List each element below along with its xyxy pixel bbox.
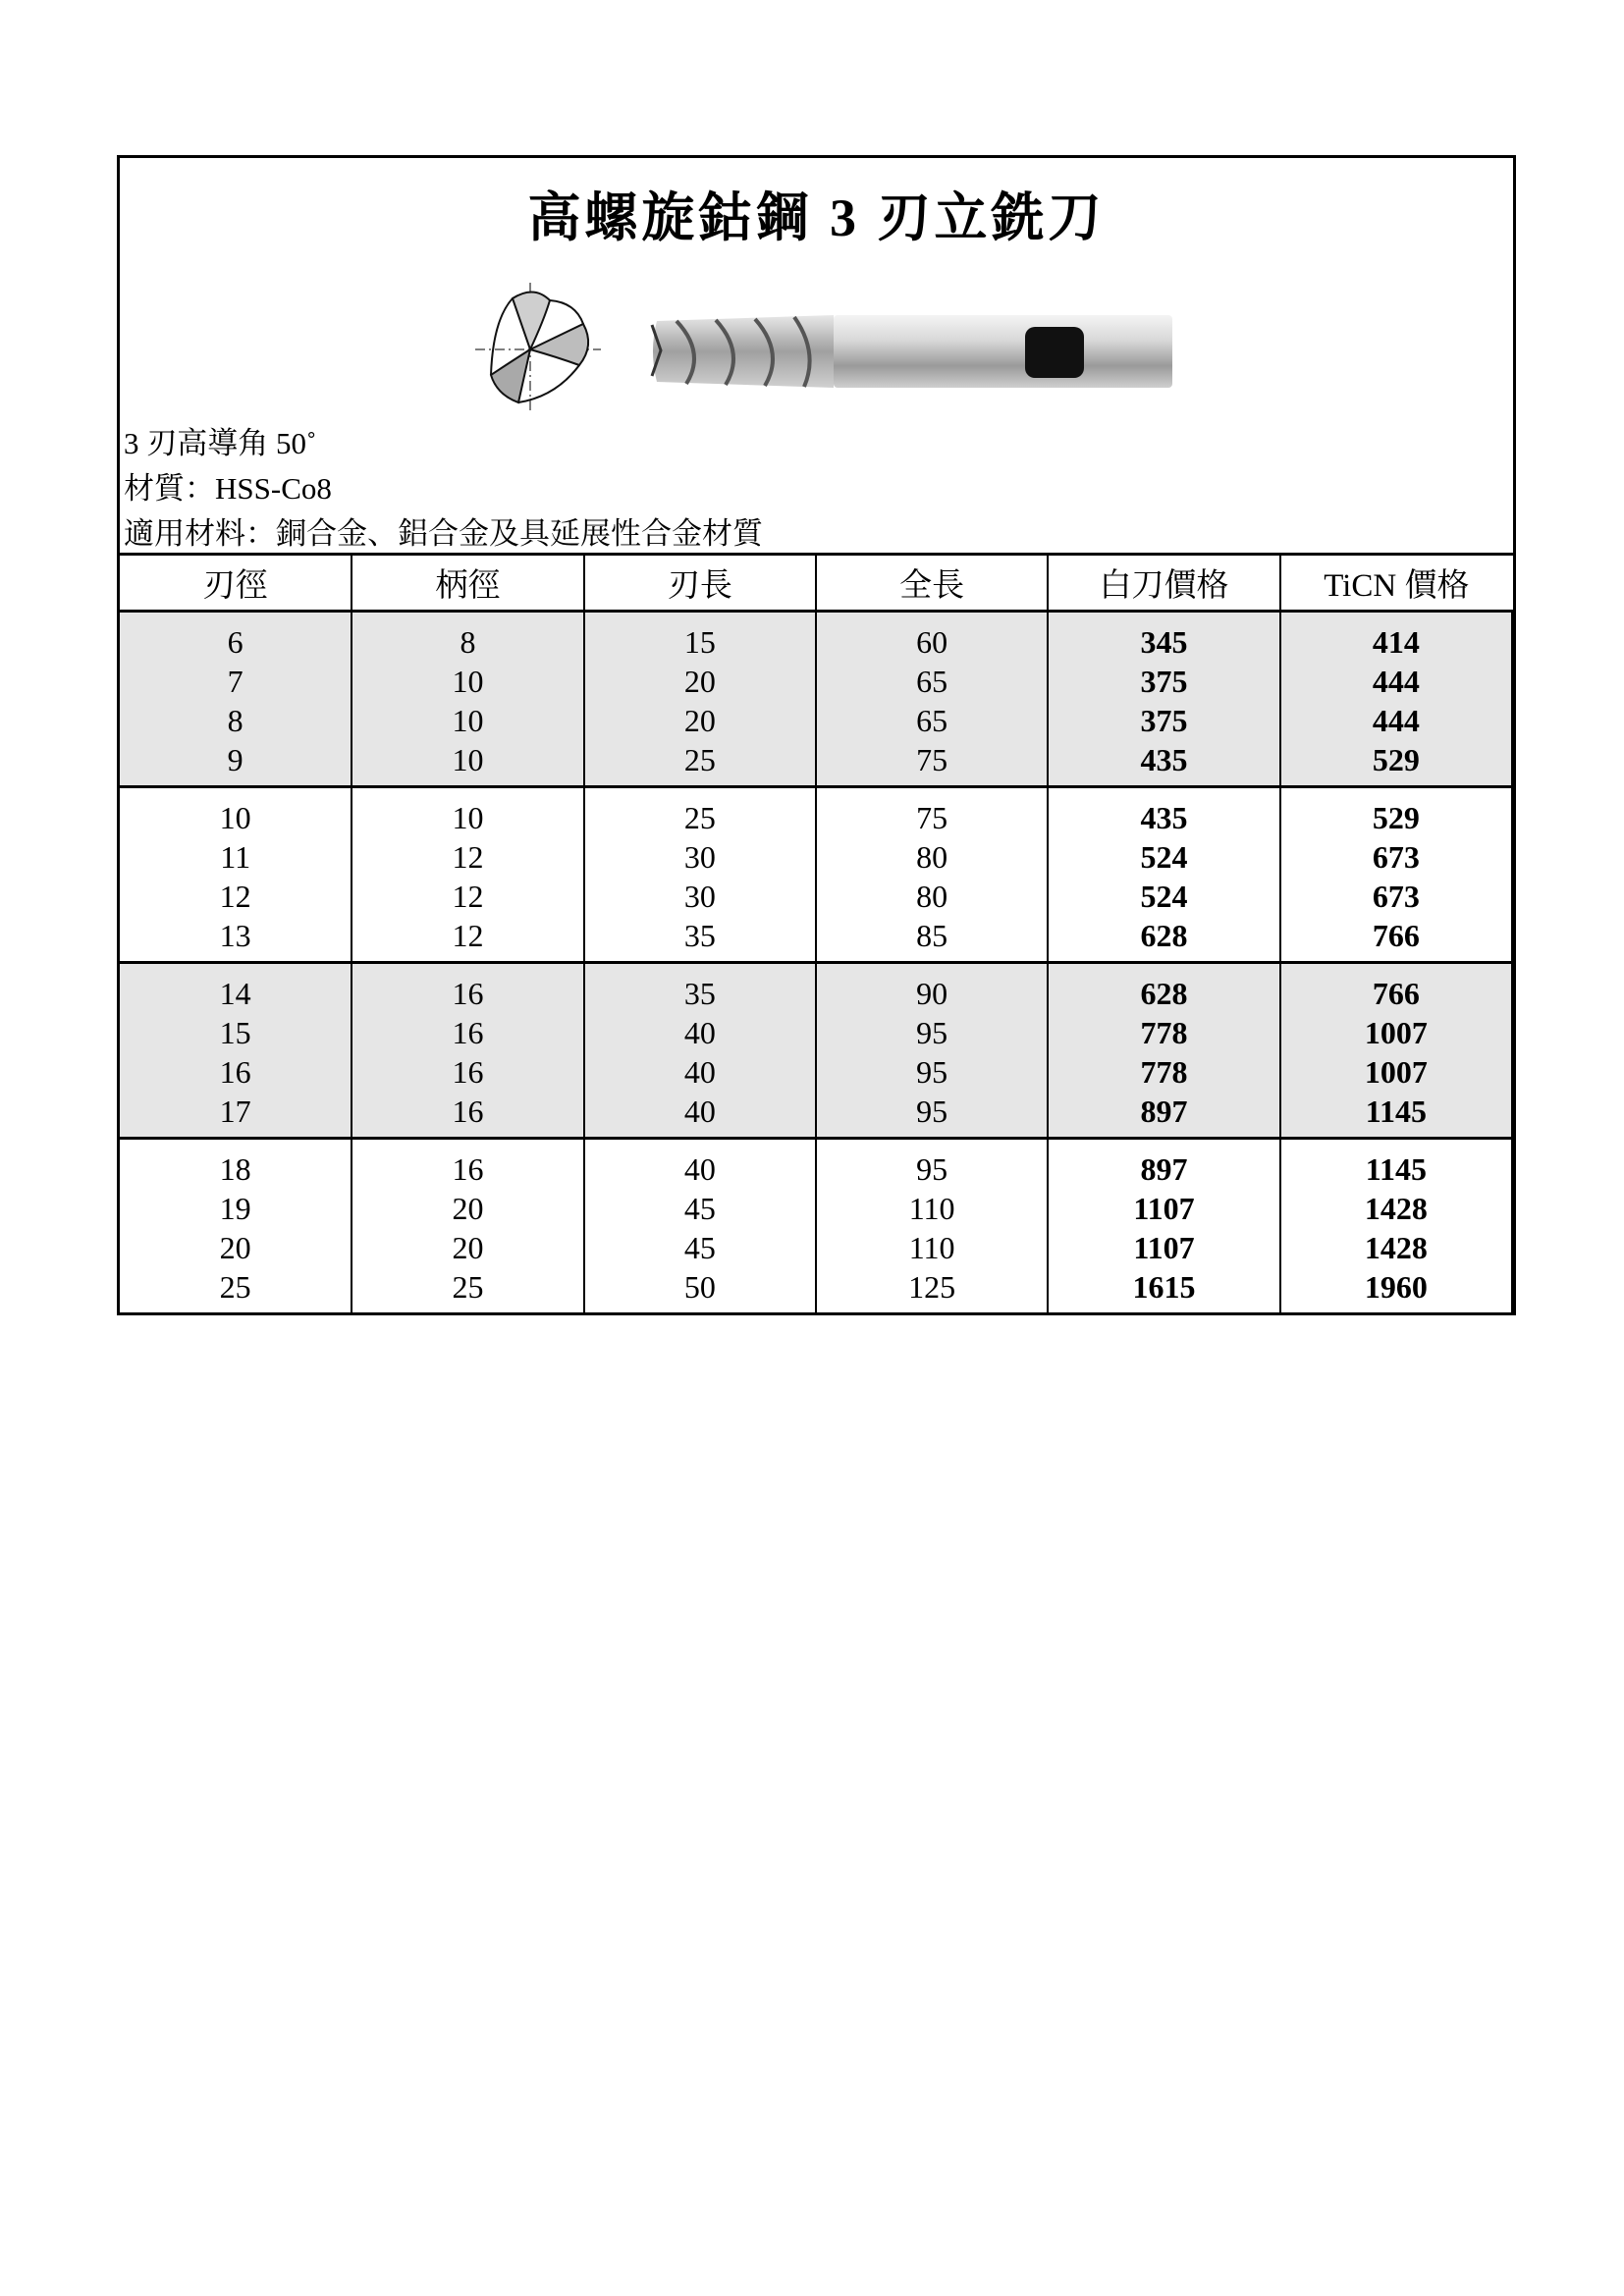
- cell-value: 95: [916, 1015, 948, 1050]
- cell-value: 15: [219, 1015, 251, 1050]
- header-shank-diameter: 柄徑: [352, 556, 583, 612]
- cell-value: 524: [1140, 879, 1188, 914]
- cell-value: 16: [219, 1054, 251, 1090]
- price-table: [120, 556, 1513, 1312]
- cell-uncoated-price: [1048, 612, 1279, 787]
- spec-applicable-materials: 適用材料：銅合金、鋁合金及具延展性合金材質: [124, 516, 763, 551]
- cell-value: 628: [1140, 976, 1188, 1011]
- cell-value: 529: [1372, 800, 1420, 835]
- cell-value: 25: [683, 800, 716, 835]
- cell-value: 14: [219, 976, 251, 1011]
- end-mill-photo: [647, 305, 1177, 396]
- cell-value: 45: [683, 1230, 716, 1265]
- cell-shank-diameter: [352, 612, 583, 787]
- cell-value: 897: [1140, 1094, 1188, 1129]
- cell-value: 50: [683, 1269, 716, 1305]
- cell-value: 8: [460, 624, 476, 660]
- cell-value: 110: [908, 1230, 955, 1265]
- cell-value: 85: [916, 918, 948, 953]
- cell-value: 35: [683, 976, 716, 1011]
- cell-value: 10: [452, 742, 484, 777]
- cross-section-drawing: [473, 281, 603, 413]
- cell-overall-length: [816, 612, 1048, 787]
- cell-shank-diameter: [352, 963, 583, 1139]
- cell-shank-diameter: [352, 1139, 583, 1313]
- cell-value: 16: [452, 1054, 484, 1090]
- cell-value: 25: [683, 742, 716, 777]
- cell-value: 375: [1140, 703, 1188, 738]
- table-row: [120, 1139, 1512, 1313]
- header-ticn-price: TiCN 價格: [1280, 556, 1512, 612]
- cell-value: 75: [916, 742, 948, 777]
- header-uncoated-price: 白刀價格: [1048, 556, 1279, 612]
- cell-cutting-diameter: [120, 1139, 352, 1313]
- cell-value: 95: [916, 1054, 948, 1090]
- cell-value: 80: [916, 879, 948, 914]
- cell-value: 345: [1140, 624, 1188, 660]
- header-cutting-length: 刃長: [584, 556, 816, 612]
- cell-value: 414: [1372, 624, 1420, 660]
- cell-value: 17: [219, 1094, 251, 1129]
- header-overall-length: 全長: [816, 556, 1048, 612]
- spec-list: [124, 421, 763, 557]
- cell-value: 8: [227, 703, 244, 738]
- table-row-group: [120, 787, 1512, 963]
- table-row: [120, 787, 1512, 963]
- cell-value: 444: [1372, 664, 1420, 699]
- cell-value: 25: [452, 1269, 484, 1305]
- cell-cutting-diameter: [120, 612, 352, 787]
- cell-value: 35: [683, 918, 716, 953]
- cell-value: 10: [452, 664, 484, 699]
- cell-ticn-price: [1280, 1139, 1512, 1313]
- cell-value: 1107: [1133, 1230, 1195, 1265]
- cell-overall-length: [816, 963, 1048, 1139]
- spec-material: 材質：HSS-Co8: [124, 471, 332, 506]
- cell-uncoated-price: [1048, 787, 1279, 963]
- cell-value: 110: [908, 1191, 955, 1226]
- cell-value: 75: [916, 800, 948, 835]
- cell-value: 20: [219, 1230, 251, 1265]
- cell-value: 778: [1140, 1015, 1188, 1050]
- cell-value: 435: [1140, 800, 1188, 835]
- cell-value: 65: [916, 703, 948, 738]
- cell-value: 40: [683, 1094, 716, 1129]
- header-cutting-diameter: 刃徑: [120, 556, 352, 612]
- cell-value: 1007: [1364, 1015, 1428, 1050]
- cell-value: 1428: [1364, 1230, 1428, 1265]
- table-row-group: [120, 1139, 1512, 1313]
- cell-value: 25: [219, 1269, 251, 1305]
- cell-value: 20: [683, 664, 716, 699]
- cell-cutting-diameter: [120, 963, 352, 1139]
- spec-flute-angle: 3 刃高導角 50˚: [124, 426, 317, 460]
- page-title: 高螺旋鈷鋼 3 刃立銑刀: [527, 188, 1106, 247]
- cell-value: 40: [683, 1015, 716, 1050]
- table-row: [120, 963, 1512, 1139]
- cell-value: 897: [1140, 1151, 1188, 1187]
- cell-value: 1007: [1364, 1054, 1428, 1090]
- product-sheet: [117, 155, 1516, 1315]
- cell-value: 12: [452, 839, 484, 875]
- cell-value: 444: [1372, 703, 1420, 738]
- cell-value: 45: [683, 1191, 716, 1226]
- cell-value: 16: [452, 976, 484, 1011]
- cell-ticn-price: [1280, 963, 1512, 1139]
- cell-ticn-price: [1280, 612, 1512, 787]
- cell-value: 12: [452, 879, 484, 914]
- cell-value: 65: [916, 664, 948, 699]
- cell-value: 1428: [1364, 1191, 1428, 1226]
- cell-value: 673: [1372, 839, 1420, 875]
- table-row-group: [120, 612, 1512, 787]
- cell-value: 766: [1372, 918, 1420, 953]
- cell-value: 9: [227, 742, 244, 777]
- cell-value: 13: [219, 918, 251, 953]
- cell-value: 60: [916, 624, 948, 660]
- cell-value: 95: [916, 1151, 948, 1187]
- cell-cutting-length: [584, 1139, 816, 1313]
- table-header-row: [120, 556, 1512, 612]
- cell-value: 10: [219, 800, 251, 835]
- cell-shank-diameter: [352, 787, 583, 963]
- cell-value: 1145: [1365, 1151, 1427, 1187]
- cell-value: 778: [1140, 1054, 1188, 1090]
- cell-value: 18: [219, 1151, 251, 1187]
- cell-value: 16: [452, 1015, 484, 1050]
- cell-uncoated-price: [1048, 963, 1279, 1139]
- cell-cutting-diameter: [120, 787, 352, 963]
- cell-value: 16: [452, 1151, 484, 1187]
- cell-overall-length: [816, 787, 1048, 963]
- cell-value: 40: [683, 1054, 716, 1090]
- cell-value: 40: [683, 1151, 716, 1187]
- table-row-group: [120, 963, 1512, 1139]
- cell-value: 19: [219, 1191, 251, 1226]
- cell-cutting-length: [584, 963, 816, 1139]
- cell-value: 20: [452, 1191, 484, 1226]
- cell-value: 628: [1140, 918, 1188, 953]
- cell-value: 435: [1140, 742, 1188, 777]
- cell-value: 80: [916, 839, 948, 875]
- cell-value: 1145: [1365, 1094, 1427, 1129]
- cell-value: 20: [452, 1230, 484, 1265]
- cell-ticn-price: [1280, 787, 1512, 963]
- cell-value: 30: [683, 839, 716, 875]
- cell-cutting-length: [584, 787, 816, 963]
- cell-value: 125: [908, 1269, 956, 1305]
- cell-value: 30: [683, 879, 716, 914]
- cell-value: 766: [1372, 976, 1420, 1011]
- cell-value: 1615: [1132, 1269, 1196, 1305]
- cell-value: 16: [452, 1094, 484, 1129]
- cell-value: 7: [227, 664, 244, 699]
- cell-value: 1960: [1364, 1269, 1428, 1305]
- cell-overall-length: [816, 1139, 1048, 1313]
- cell-value: 529: [1372, 742, 1420, 777]
- cell-cutting-length: [584, 612, 816, 787]
- cell-value: 10: [452, 703, 484, 738]
- cell-uncoated-price: [1048, 1139, 1279, 1313]
- cell-value: 90: [916, 976, 948, 1011]
- cell-value: 673: [1372, 879, 1420, 914]
- cell-value: 1107: [1133, 1191, 1195, 1226]
- cell-value: 375: [1140, 664, 1188, 699]
- cell-value: 6: [227, 624, 244, 660]
- table-row: [120, 612, 1512, 787]
- cell-value: 524: [1140, 839, 1188, 875]
- cell-value: 10: [452, 800, 484, 835]
- sheet-header: [120, 158, 1513, 556]
- cell-value: 20: [683, 703, 716, 738]
- cell-value: 12: [452, 918, 484, 953]
- cell-value: 12: [219, 879, 251, 914]
- cell-value: 11: [220, 839, 251, 875]
- cell-value: 15: [683, 624, 716, 660]
- cell-value: 95: [916, 1094, 948, 1129]
